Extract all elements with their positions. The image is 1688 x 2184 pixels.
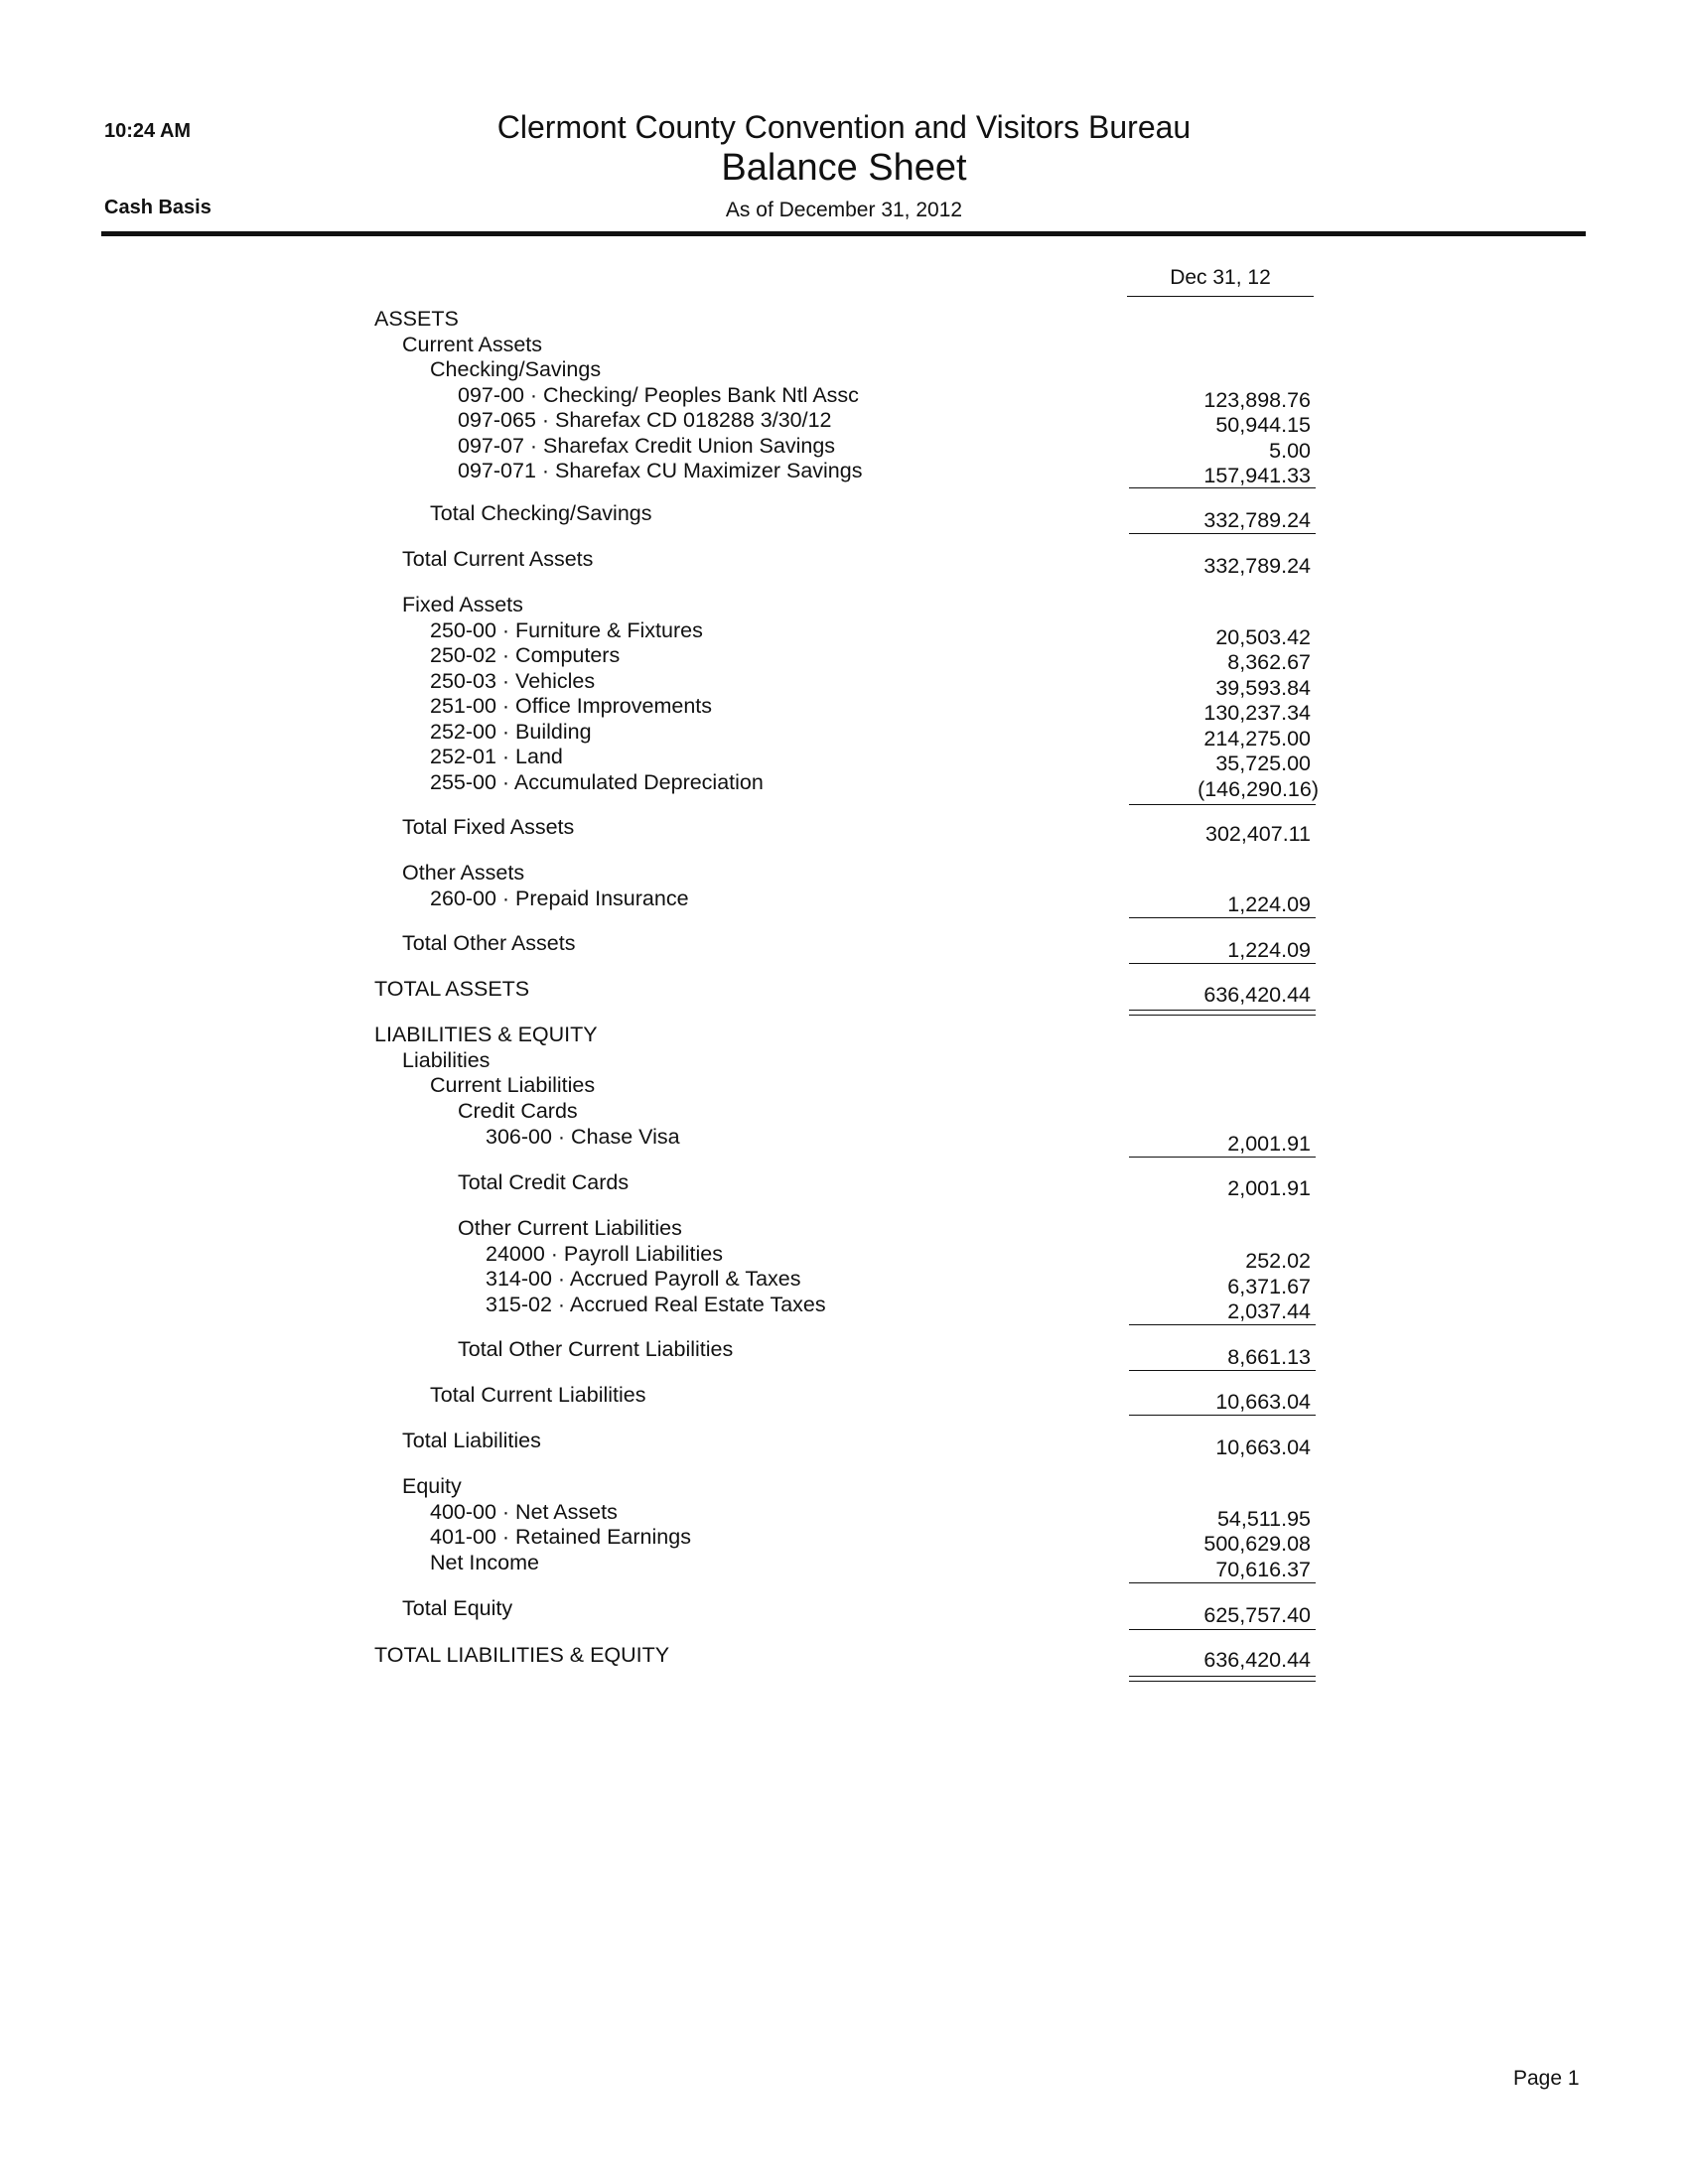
table-row [0,887,1688,916]
row-amount: 123,898.76 [1203,388,1311,412]
table-row [0,861,1688,887]
row-label: Total Other Assets [402,931,576,955]
row-label: ASSETS [374,307,459,331]
table-row [0,1023,1688,1048]
row-amount: 500,629.08 [1203,1532,1311,1556]
row-amount: 214,275.00 [1203,727,1311,751]
row-amount: 20,503.42 [1215,625,1311,649]
table-row [0,815,1688,846]
table-row [0,459,1688,487]
row-label: Total Credit Cards [458,1170,630,1194]
row-label: Total Checking/Savings [430,501,652,525]
row-amount: 50,944.15 [1215,413,1311,437]
row-label: 306-00 · Chase Visa [486,1125,680,1149]
row-label: 097-00 · Checking/ Peoples Bank Ntl Assc [458,383,859,407]
table-row [0,1099,1688,1125]
row-amount: 5.00 [1269,439,1311,463]
row-label: Fixed Assets [402,593,523,616]
table-row [0,931,1688,962]
table-row [0,1474,1688,1500]
row-amount: 332,789.24 [1203,508,1311,532]
table-row [0,618,1688,649]
table-row [0,1551,1688,1581]
row-label: Total Equity [402,1596,513,1620]
row-label: 097-065 · Sharefax CD 018288 3/30/12 [458,408,832,432]
row-amount: 54,511.95 [1216,1507,1311,1531]
table-row [0,1293,1688,1323]
subtotal-rule [1129,963,1316,964]
report-date: As of December 31, 2012 [725,199,963,221]
subtotal-rule [1129,1370,1316,1371]
header-rule [101,231,1586,236]
table-row [0,770,1688,801]
row-label: TOTAL LIABILITIES & EQUITY [374,1643,670,1667]
table-row [0,1429,1688,1459]
row-amount: 130,237.34 [1203,701,1311,725]
row-amount: 625,757.40 [1203,1603,1311,1627]
row-amount: 2,001.91 [1227,1176,1311,1200]
row-label: 260-00 · Prepaid Insurance [430,887,689,910]
row-amount: 302,407.11 [1204,822,1311,846]
table-row [0,408,1688,437]
subtotal-rule [1129,804,1316,805]
row-amount: 332,789.24 [1203,554,1311,578]
row-label: Equity [402,1474,462,1498]
table-row [0,1267,1688,1298]
row-amount: 39,593.84 [1215,676,1311,700]
table-row [0,669,1688,700]
row-label: 250-00 · Furniture & Fixtures [430,618,703,642]
subtotal-rule [1129,1629,1316,1630]
row-label: Total Current Assets [402,547,594,571]
table-row [0,547,1688,578]
table-row [0,1383,1688,1414]
row-label: 251-00 · Office Improvements [430,694,713,718]
table-row [0,1242,1688,1273]
row-amount: 636,420.44 [1203,983,1311,1007]
row-label: Total Other Current Liabilities [458,1337,734,1361]
subtotal-rule [1129,533,1316,534]
table-row [0,745,1688,775]
row-amount: 1,224.09 [1227,938,1311,962]
report-title: Balance Sheet [721,147,967,189]
row-amount: 8,661.13 [1227,1345,1311,1369]
row-label: Other Assets [402,861,525,885]
row-label: 097-07 · Sharefax Credit Union Savings [458,434,836,458]
row-amount: 70,616.37 [1215,1558,1311,1581]
row-label: 255-00 · Accumulated Depreciation [430,770,764,794]
company-name: Clermont County Convention and Visitors Bureau [496,109,1192,145]
grand-total-double-rule [1129,1010,1316,1016]
column-header-underline [1127,296,1314,297]
table-row [0,1048,1688,1074]
row-amount: 157,941.33 [1203,464,1311,487]
table-row [0,357,1688,383]
row-amount: 2,037.44 [1227,1299,1311,1323]
row-label: Other Current Liabilities [458,1216,682,1240]
row-label: Current Liabilities [430,1073,596,1097]
row-amount: 636,420.44 [1203,1648,1311,1672]
row-label: 315-02 · Accrued Real Estate Taxes [486,1293,826,1316]
row-label: 252-01 · Land [430,745,563,768]
table-row [0,501,1688,532]
report-basis: Cash Basis [104,197,211,218]
table-row [0,643,1688,674]
row-amount: 8,362.67 [1227,650,1311,674]
grand-total-double-rule [1129,1676,1316,1682]
row-amount: (146,290.16) [1197,777,1319,801]
row-amount: 6,371.67 [1227,1275,1311,1298]
row-label: Liabilities [402,1048,491,1072]
table-row [0,1643,1688,1672]
row-label: 252-00 · Building [430,720,592,744]
table-row [0,1125,1688,1156]
table-row [0,1216,1688,1242]
table-row [0,593,1688,618]
table-row [0,434,1688,463]
row-label: Total Liabilities [402,1429,541,1452]
subtotal-rule [1129,487,1316,488]
row-label: TOTAL ASSETS [374,977,530,1001]
subtotal-rule [1129,917,1316,918]
table-row [0,383,1688,412]
row-label: LIABILITIES & EQUITY [374,1023,598,1046]
table-row [0,1525,1688,1556]
column-header: Dec 31, 12 [1170,266,1271,289]
table-row [0,307,1688,333]
subtotal-rule [1129,1324,1316,1325]
table-row [0,1073,1688,1099]
table-row [0,1337,1688,1369]
row-label: Net Income [430,1551,539,1574]
row-amount: 10,663.04 [1215,1435,1311,1459]
row-label: 400-00 · Net Assets [430,1500,618,1524]
row-label: 250-03 · Vehicles [430,669,596,693]
row-amount: 10,663.04 [1215,1390,1311,1414]
row-label: Current Assets [402,333,542,356]
row-amount: 252.02 [1245,1249,1311,1273]
page-number: Page 1 [1513,2067,1580,2090]
table-row [0,720,1688,751]
table-row [0,333,1688,358]
row-label: 24000 · Payroll Liabilities [486,1242,724,1266]
row-label: Total Fixed Assets [402,815,575,839]
subtotal-rule [1129,1415,1316,1416]
table-row [0,1596,1688,1627]
report-time: 10:24 AM [104,120,192,142]
row-label: Credit Cards [458,1099,578,1123]
row-label: 401-00 · Retained Earnings [430,1525,691,1549]
table-row [0,1170,1688,1200]
table-row [0,694,1688,725]
row-label: 097-071 · Sharefax CU Maximizer Savings [458,459,863,482]
row-amount: 2,001.91 [1227,1132,1311,1156]
row-label: Checking/Savings [430,357,602,381]
subtotal-rule [1129,1582,1316,1583]
row-amount: 1,224.09 [1227,892,1311,916]
row-label: 314-00 · Accrued Payroll & Taxes [486,1267,801,1291]
subtotal-rule [1129,1157,1316,1158]
row-amount: 35,725.00 [1215,751,1311,775]
row-label: Total Current Liabilities [430,1383,646,1407]
table-row [0,977,1688,1007]
row-label: 250-02 · Computers [430,643,621,667]
table-row [0,1500,1688,1531]
